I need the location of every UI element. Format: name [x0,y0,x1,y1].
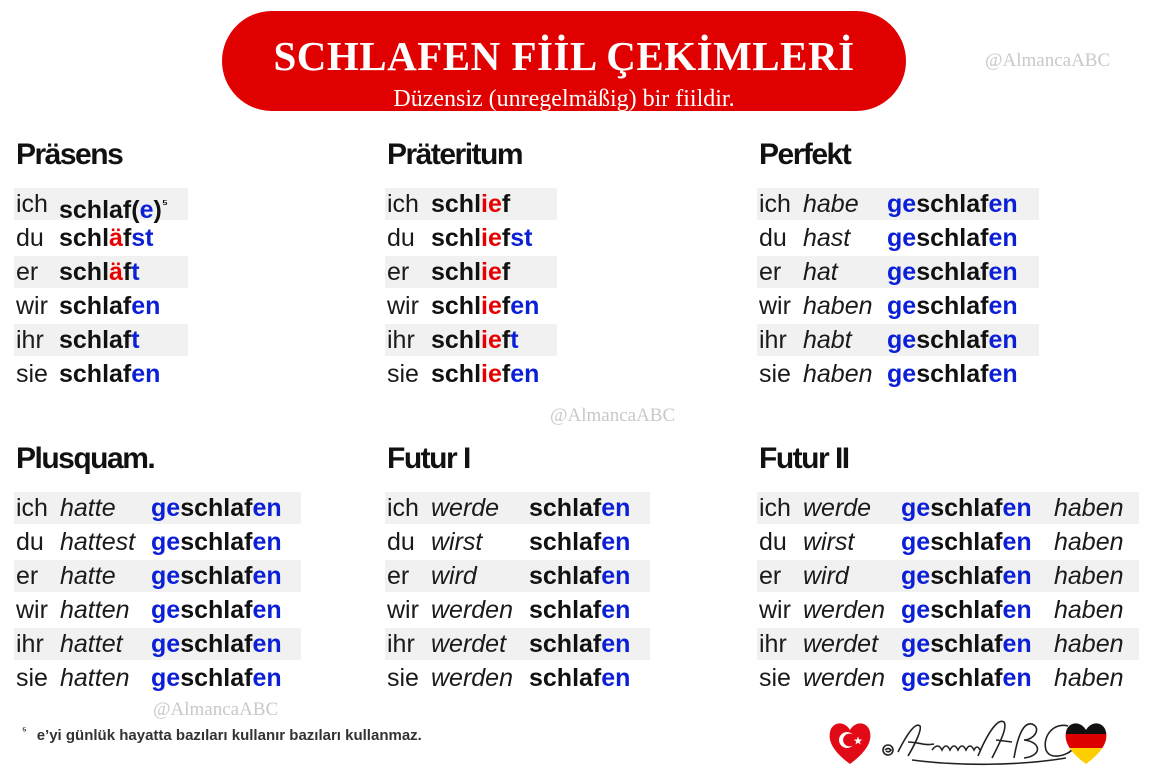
pronoun: ihr [16,630,44,658]
verb-segment: ⁵ [161,196,168,211]
verb-form [431,187,510,221]
verb-segment: ) [153,196,162,224]
section-futur-2 [759,442,1124,692]
verb-segment: schlaf [529,562,602,590]
verb-segment: en [601,528,631,556]
verb-segment: st [131,224,154,252]
page-title: SCHLAFEN FİİL ÇEKİMLERİ [273,33,855,79]
verb-segment: en [601,562,631,590]
auxiliary-verb: haben [803,292,873,320]
verb-segment: ge [901,630,931,658]
verb-form [529,525,630,559]
pronoun: wir [387,292,419,320]
verb-segment: st [510,224,533,252]
verb-segment: ä [109,224,123,252]
pronoun: ihr [759,326,787,354]
section-plusquamperfekt [16,442,282,692]
section-futur-1 [387,442,631,692]
verb-segment: ge [151,562,181,590]
verb-form [529,593,630,627]
verb-segment: ge [901,596,931,624]
verb-form [431,255,510,289]
auxiliary-verb: hat [803,258,838,286]
verb-segment: ge [887,360,917,388]
pronoun: sie [16,360,48,388]
verb-segment: schlaf [930,494,1003,522]
verb-segment: ge [151,664,181,692]
auxiliary-infinitive: haben [1054,494,1124,522]
verb-segment: f [122,224,132,252]
verb-form [59,323,140,357]
verb-segment: schlaf [59,196,132,224]
pronoun: du [16,528,44,556]
tense-title: Präteritum [387,138,523,171]
auxiliary-verb: hatte [60,494,116,522]
brand-script-logo [883,721,1072,764]
verb-segment: schlaf [916,224,989,252]
verb-segment: f [501,190,511,218]
verb-segment: en [601,630,631,658]
pronoun: er [387,258,410,286]
verb-segment: en [1002,528,1032,556]
verb-segment: ge [887,326,917,354]
verb-segment: e [139,196,154,224]
verb-segment: en [510,292,540,320]
verb-form [529,661,630,695]
auxiliary-verb: haben [803,360,873,388]
pronoun: er [759,562,782,590]
verb-form [59,357,160,391]
verb-form [901,661,1032,695]
verb-segment: schlaf [180,630,253,658]
pronoun: er [16,562,39,590]
verb-form [151,525,282,559]
pronoun: sie [759,664,791,692]
verb-segment: en [1002,630,1032,658]
verb-segment: schlaf [180,596,253,624]
auxiliary-verb: hattest [60,528,136,556]
verb-segment: en [131,360,161,388]
verb-segment: ge [151,528,181,556]
verb-form [887,323,1018,357]
verb-segment: ge [151,596,181,624]
watermark: @AlmancaABC [550,405,676,426]
footnote-text: e’yi günlük hayatta bazıları kullanır bazıları kullanmaz. [36,727,422,744]
verb-form [151,661,282,695]
auxiliary-verb: hatten [60,596,130,624]
tense-title: Futur I [387,442,470,475]
verb-form [59,289,160,323]
verb-segment: en [252,596,282,624]
auxiliary-infinitive: haben [1054,562,1124,590]
pronoun: du [16,224,44,252]
auxiliary-verb: werden [431,596,513,624]
verb-segment: en [1002,596,1032,624]
verb-segment: schlaf [916,326,989,354]
pronoun: ich [759,494,791,522]
verb-segment: en [988,190,1018,218]
verb-segment: schlaf [529,630,602,658]
verb-segment: en [1002,494,1032,522]
section-perfekt [759,138,1018,388]
verb-segment: ie [481,326,502,354]
pronoun: er [759,258,782,286]
pronoun: ich [16,190,48,218]
verb-form [431,323,519,357]
footnote [22,726,422,744]
verb-segment: ge [901,528,931,556]
pronoun: er [16,258,39,286]
verb-segment: schlaf [529,664,602,692]
verb-segment: ge [901,494,931,522]
auxiliary-infinitive: haben [1054,630,1124,658]
auxiliary-infinitive: haben [1054,528,1124,556]
auxiliary-verb: werden [803,664,885,692]
verb-segment: ie [481,224,502,252]
footnote-marker: ⁵ [22,726,27,737]
pronoun: du [759,224,787,252]
verb-segment: schlaf [529,528,602,556]
pronoun: sie [387,664,419,692]
verb-segment: schl [431,224,482,252]
verb-form [901,559,1032,593]
verb-segment: en [252,494,282,522]
verb-form [59,255,140,289]
auxiliary-verb: habt [803,326,852,354]
verb-segment: schlaf [930,562,1003,590]
pronoun: wir [387,596,419,624]
verb-segment: ge [151,630,181,658]
verb-segment: ge [887,258,917,286]
pronoun: sie [759,360,791,388]
verb-segment: schlaf [180,528,253,556]
pronoun: du [759,528,787,556]
verb-segment: ge [887,224,917,252]
tense-title: Präsens [16,138,123,171]
pronoun: wir [759,596,791,624]
verb-segment: en [252,664,282,692]
auxiliary-verb: hast [803,224,851,252]
verb-form [59,221,154,255]
verb-segment: en [252,630,282,658]
verb-segment: schlaf [930,528,1003,556]
pronoun: wir [759,292,791,320]
verb-segment: ge [901,562,931,590]
verb-segment: schlaf [180,664,253,692]
verb-segment: f [501,258,511,286]
verb-form [529,559,630,593]
pronoun: ich [387,494,419,522]
verb-form [529,627,630,661]
title-banner [222,11,906,111]
verb-form [151,627,282,661]
pronoun: du [387,528,415,556]
section-prasens [16,138,168,388]
verb-segment: schlaf [930,664,1003,692]
verb-segment: schlaf [59,292,132,320]
verb-segment: schlaf [529,494,602,522]
verb-segment: ge [887,190,917,218]
pronoun: ich [759,190,791,218]
verb-segment: en [1002,664,1032,692]
brand-logo [828,712,1110,772]
verb-form [151,559,282,593]
verb-segment: en [988,360,1018,388]
verb-segment: schl [431,190,482,218]
verb-segment: schl [431,292,482,320]
watermark: @AlmancaABC [153,699,279,720]
watermark: @AlmancaABC [985,50,1111,71]
verb-segment: schlaf [916,190,989,218]
verb-segment: en [510,360,540,388]
germany-heart-icon [1064,718,1110,766]
verb-form [901,525,1032,559]
auxiliary-verb: werde [431,494,500,522]
verb-segment: schlaf [59,360,132,388]
auxiliary-verb: wirst [431,528,483,556]
verb-segment: schlaf [916,292,989,320]
turkey-heart-icon [830,723,871,764]
verb-segment: ge [151,494,181,522]
verb-segment: en [252,528,282,556]
verb-form [887,289,1018,323]
verb-form [887,221,1018,255]
verb-segment: t [131,258,140,286]
auxiliary-verb: werden [803,596,885,624]
pronoun: ihr [16,326,44,354]
verb-form [151,491,282,525]
verb-segment: en [988,292,1018,320]
verb-segment: en [988,326,1018,354]
auxiliary-verb: wird [431,562,477,590]
verb-segment: schlaf [180,562,253,590]
verb-form [431,289,539,323]
auxiliary-verb: hatte [60,562,116,590]
verb-segment: ie [481,360,502,388]
pronoun: ich [387,190,419,218]
brand-logo-graphic [828,712,1110,772]
verb-segment: en [601,494,631,522]
auxiliary-verb: wirst [803,528,855,556]
auxiliary-verb: hattet [60,630,123,658]
section-prateritum [387,138,540,388]
verb-segment: en [601,596,631,624]
verb-segment: f [501,326,511,354]
pronoun: ihr [759,630,787,658]
verb-segment: ge [887,292,917,320]
auxiliary-infinitive: haben [1054,664,1124,692]
verb-segment: schl [431,326,482,354]
verb-form [151,593,282,627]
verb-form [901,627,1032,661]
verb-segment: f [501,224,511,252]
tense-title: Futur II [759,442,849,475]
verb-segment: f [122,258,132,286]
verb-segment: schlaf [930,630,1003,658]
verb-segment: en [1002,562,1032,590]
verb-form [887,187,1018,221]
verb-segment: ge [901,664,931,692]
verb-segment: f [501,360,511,388]
pronoun: sie [16,664,48,692]
verb-segment: schl [431,258,482,286]
verb-form [901,593,1032,627]
verb-segment: schlaf [180,494,253,522]
verb-segment: t [510,326,519,354]
auxiliary-verb: werdet [431,630,507,658]
pronoun: ihr [387,630,415,658]
auxiliary-verb: werdet [803,630,879,658]
verb-segment: ie [481,292,502,320]
pronoun: du [387,224,415,252]
verb-segment: schl [59,258,110,286]
auxiliary-verb: hatten [60,664,130,692]
verb-segment: schlaf [916,258,989,286]
verb-segment: schlaf [916,360,989,388]
tense-title: Plusquam. [16,442,155,475]
verb-segment: schlaf [59,326,132,354]
auxiliary-verb: habe [803,190,859,218]
verb-form [431,357,539,391]
auxiliary-verb: werde [803,494,872,522]
verb-segment: ( [131,196,140,224]
verb-segment: en [988,224,1018,252]
auxiliary-verb: wird [803,562,849,590]
verb-segment: t [131,326,140,354]
pronoun: wir [16,596,48,624]
pronoun: er [387,562,410,590]
page-subtitle: Düzensiz (unregelmäßig) bir fiildir. [393,86,735,112]
verb-segment: ä [109,258,123,286]
verb-form [887,255,1018,289]
verb-segment: ie [481,190,502,218]
verb-segment: en [988,258,1018,286]
verb-segment: schlaf [529,596,602,624]
verb-segment: en [601,664,631,692]
pronoun: wir [16,292,48,320]
verb-segment: f [501,292,511,320]
tense-title: Perfekt [759,138,851,171]
verb-form [887,357,1018,391]
auxiliary-infinitive: haben [1054,596,1124,624]
verb-form [901,491,1032,525]
pronoun: ihr [387,326,415,354]
pronoun: ich [16,494,48,522]
verb-segment: schl [59,224,110,252]
pronoun: sie [387,360,419,388]
auxiliary-verb: werden [431,664,513,692]
verb-segment: en [131,292,161,320]
verb-segment: schl [431,360,482,388]
verb-form [529,491,630,525]
verb-segment: ie [481,258,502,286]
verb-form [431,221,532,255]
verb-segment: schlaf [930,596,1003,624]
verb-segment: en [252,562,282,590]
